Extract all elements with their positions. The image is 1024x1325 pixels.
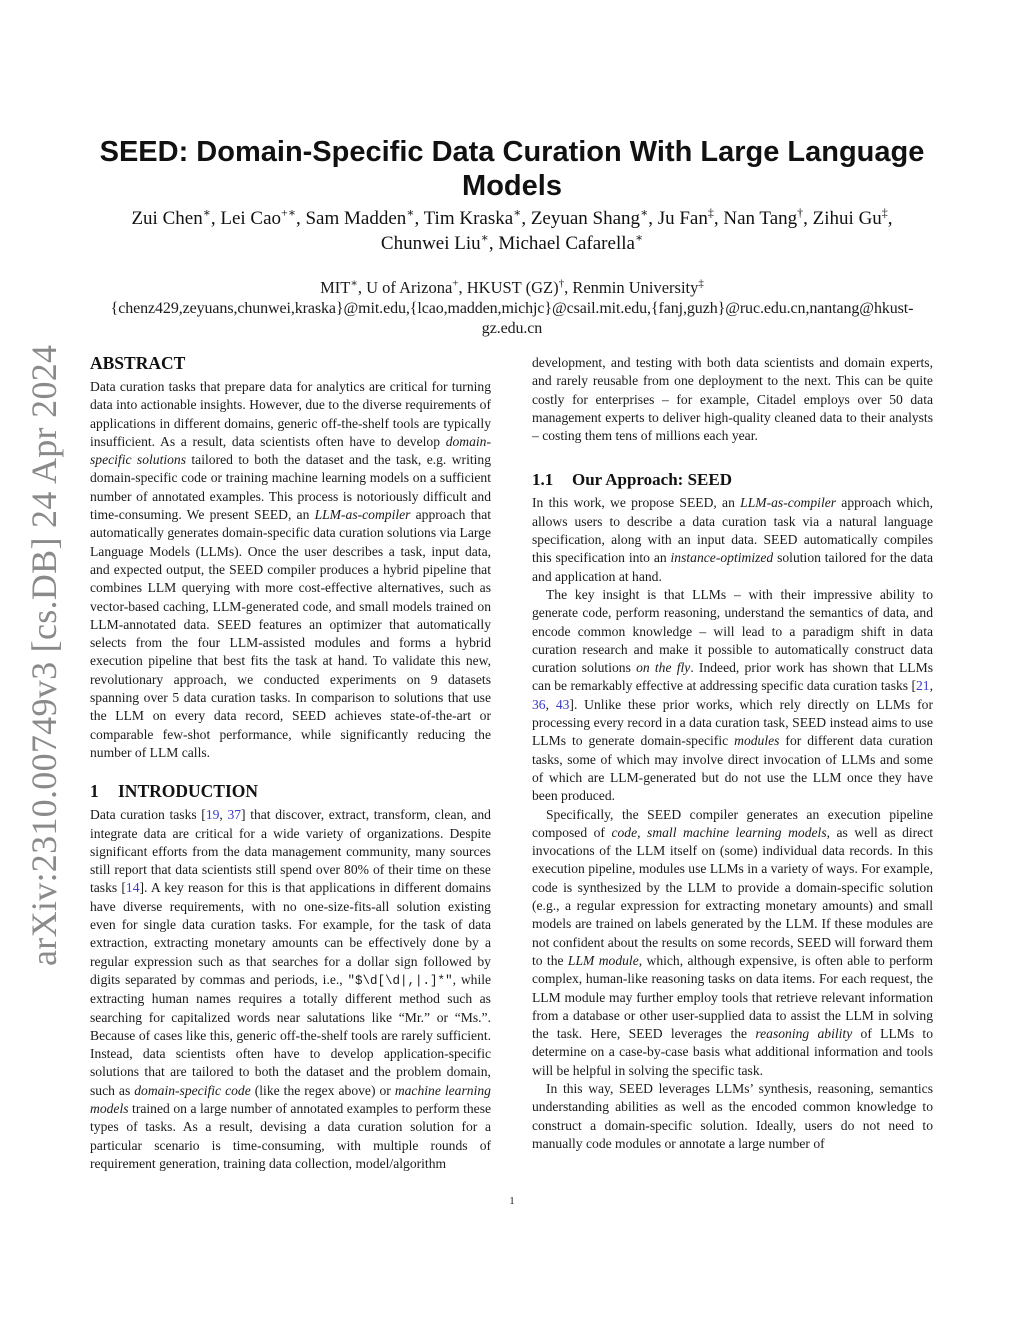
affiliation-mark: ∗ bbox=[480, 230, 489, 245]
affiliation-mark: ∗ bbox=[350, 277, 358, 290]
affiliation-mark: +∗ bbox=[281, 205, 296, 220]
citation-link[interactable]: 43 bbox=[555, 696, 570, 712]
name-entry: U of Arizona bbox=[366, 278, 453, 297]
arxiv-identifier: arXiv:2310.00749v3 [cs.DB] 24 Apr 2024 bbox=[24, 344, 64, 966]
subsection-number: 1.1 bbox=[532, 470, 554, 490]
author-name: Zeyuan Shang bbox=[530, 208, 641, 229]
author-list: Zui Chen∗, Lei Cao+∗, Sam Madden∗, Tim Kraska∗, Zeyuan Shang∗, Ju Fan‡, Nan Tang†, Zihui Gu‡, Chunwei Liu∗, Michael Cafarella∗ bbox=[131, 205, 893, 254]
paragraph: In this way, SEED leverages LLMs’ synthesis, reasoning, semantics understanding abilities as well as the encoded common knowledge to construct a domain-specific solution. Ideally, users do not need to manually code modules or annotate a large number of bbox=[532, 1080, 933, 1151]
paragraph: The key insight is that LLMs – with their impressive ability to generate code, perform reasoning, understand the semantics of data, and encode common knowledge – will lead to a paradigm shift in data curation research and make it possible to automatically construct data curation solutions on the fly. Indeed, prior work has shown that LLMs can be remarkably effective at addressing specific data curation tasks [21, 36, 43]. Unlike these prior works, which rely directly on LLMs for processing every record in a data curation task, SEED instead aims to use LLMs to generate domain-specific modules for different data curation tasks, some of which may involve direct invocation of LLMs and some of which are LLM-generated but do not use the LLM once they have been produced. bbox=[532, 586, 933, 804]
paragraph: Specifically, the SEED compiler generates an execution pipeline composed of code, small machine learning models, as well as direct invocations of the LLM itself on (some) individual data records. In this execution pipeline, modules use LLMs in a variety of ways. For example, code is synthesized by the LLM to provide a domain-specific solution (e.g., a regular expression for extracting monetary amounts) and small models are trained on labels generated by the LLM. If these modules are not confident about the results on some records, SEED will forward them to the LLM module, which, although expensive, is often able to perform complex, human-like reasoning tasks on data items. For each request, the LLM module may further employ tools that retrieve relevant information from a database or other user-supplied data to assist the LLM in solving the task. Here, SEED leverages the reasoning ability of LLMs to determine on a case-by-case basis what additional information and tools will be helpful in solving the specific task. bbox=[532, 806, 934, 1078]
affiliation-mark: ∗ bbox=[640, 205, 649, 220]
affiliation-mark: ∗ bbox=[634, 230, 644, 245]
name-entry: HKUST (GZ) bbox=[466, 278, 559, 297]
abstract-heading: ABSTRACT bbox=[90, 353, 186, 373]
affiliation-mark: ∗ bbox=[406, 205, 415, 220]
abstract-body bbox=[90, 378, 491, 762]
affiliation-mark: ∗ bbox=[202, 205, 211, 220]
paragraph: development, and testing with both data scientists and domain experts, and rarely reusable from one deployment to the next. This can be quite costly for enterprises – for example, Citadel employs over 50 data management experts to deliver high-quality cleaned data to their analysts – costing them tens of millions each year. bbox=[532, 355, 934, 444]
approach-body bbox=[532, 494, 933, 1153]
paper-title: SEED: Domain-Specific Data Curation With Large Language Models bbox=[99, 136, 925, 202]
subsection-title: Our Approach: SEED bbox=[572, 470, 732, 490]
affiliation-mark: ∗ bbox=[513, 205, 522, 220]
citation-link[interactable]: 36 bbox=[532, 696, 546, 712]
introduction-heading bbox=[90, 780, 491, 802]
affiliation-mark: + bbox=[452, 277, 459, 290]
affiliation-mark: ‡ bbox=[707, 205, 714, 220]
right-column bbox=[532, 354, 933, 1153]
introduction-body bbox=[90, 806, 491, 1173]
citation-link[interactable]: 19 bbox=[205, 807, 220, 823]
author-name: Nan Tang bbox=[723, 208, 798, 229]
affiliation-mark: ‡ bbox=[698, 277, 704, 290]
inline-code: "$\d[\d|,|.]*" bbox=[347, 973, 453, 988]
citation-link[interactable]: 14 bbox=[125, 880, 140, 896]
section-number: 1 bbox=[90, 781, 99, 802]
affiliation-mark: † bbox=[558, 277, 565, 290]
paragraph: Data curation tasks that prepare data for analytics are critical for turning data into actionable insights. However, due to the diverse requirements of applications in different domains, generic off-the-shelf tools are typically insufficient. As a result, data scientists often have to develop domain-specific solutions tailored to both the dataset and the task, e.g. writing domain-specific code or training machine learning models on a sufficient number of annotated examples. This process is notoriously difficult and time-consuming. We present SEED, an LLM-as-compiler approach that automatically generates domain-specific data curation solutions via Large Language Models (LLMs). Once the user describes a task, input data, and expected output, the SEED compiler produces a hybrid pipeline that combines LLM querying with more cost-effective alternatives, such as vector-based caching, LLM-generated code, and small models trained on LLM-annotated data. SEED features an optimizer that automatically selects from the four LLM-assisted modules and forms a hybrid execution pipeline that best fits the task at hand. To validate this new, revolutionary approach, we conducted experiments on 9 datasets spanning over 5 data curation tasks. In comparison to solutions that use the LLM on every data record, SEED achieves state-of-the-art or comparable few-shot performance, while significantly reducing the number of LLM calls. bbox=[90, 379, 492, 760]
name-entry: MIT bbox=[320, 278, 351, 297]
introduction-body-continued bbox=[532, 354, 933, 445]
author-name: Chunwei Liu bbox=[380, 233, 481, 254]
author-name: Tim Kraska bbox=[423, 208, 514, 229]
author-name: Lei Cao bbox=[220, 208, 282, 229]
author-emails: {chenz429,zeyuans,chunwei,kraska}@mit.edu,{lcao,madden,michjc}@csail.mit.edu,{fanj,guzh}@ruc.edu.cn,nantang@hkust-gz.edu.cn bbox=[110, 300, 914, 337]
affiliation-mark: ‡ bbox=[881, 205, 888, 220]
author-name: Zihui Gu bbox=[812, 208, 882, 229]
citation-link[interactable]: 37 bbox=[227, 807, 242, 823]
paragraph: In this work, we propose SEED, an LLM-as-compiler approach which, allows users to describe a data curation task via a natural language specification, along with an input data. SEED automatically compiles this specification into an instance-optimized solution tailored for the data and application at hand. bbox=[532, 495, 933, 584]
paragraph: Data curation tasks [19, 37] that discover, extract, transform, clean, and integrate data are critical for a wide variety of organizations. Despite significant efforts from the data management community, many sources still report that data scientists still spend over 80% of their time on these tasks [14]. A key reason for this is that applications in different domains have diverse requirements, with no one-size-fits-all solution existing even for single data curation tasks. For example, for the task of data extraction, extracting monetary amounts can be effectively done by a regular expression such as that searches for a dollar sign followed by digits separated by commas and periods, i.e., "$\d[\d|,|.]*", while extracting human names requires a totally different method such as searching for capitalized words near salutations like “Mr.” or “Ms.”. Because of cases like this, generic off-the-shelf tools are rarely sufficient. Instead, data scientists often have to develop application-specific solutions that are tailored to both the dataset and the problem domain, such as domain-specific code (like the regex above) or machine learning models trained on a large number of annotated examples to perform these types of tasks. As a result, devising a data curation solution for a particular scenario is time-consuming, with multiple rounds of requirement generation, training data collection, model/algorithm bbox=[90, 807, 492, 1171]
section-title: INTRODUCTION bbox=[118, 781, 259, 802]
author-name: Zui Chen bbox=[131, 208, 203, 229]
citation-link[interactable]: 21 bbox=[916, 678, 930, 694]
approach-heading bbox=[532, 469, 933, 491]
author-name: Sam Madden bbox=[305, 208, 407, 229]
affiliation-list: MIT∗, U of Arizona+, HKUST (GZ)†, Renmin University‡ bbox=[320, 277, 704, 297]
name-entry: Renmin University bbox=[572, 278, 699, 297]
author-name: Michael Cafarella bbox=[498, 233, 635, 254]
left-column bbox=[90, 352, 491, 1173]
page-number: 1 bbox=[509, 1195, 515, 1207]
affiliation-mark: † bbox=[797, 205, 804, 220]
author-name: Ju Fan bbox=[657, 208, 708, 229]
